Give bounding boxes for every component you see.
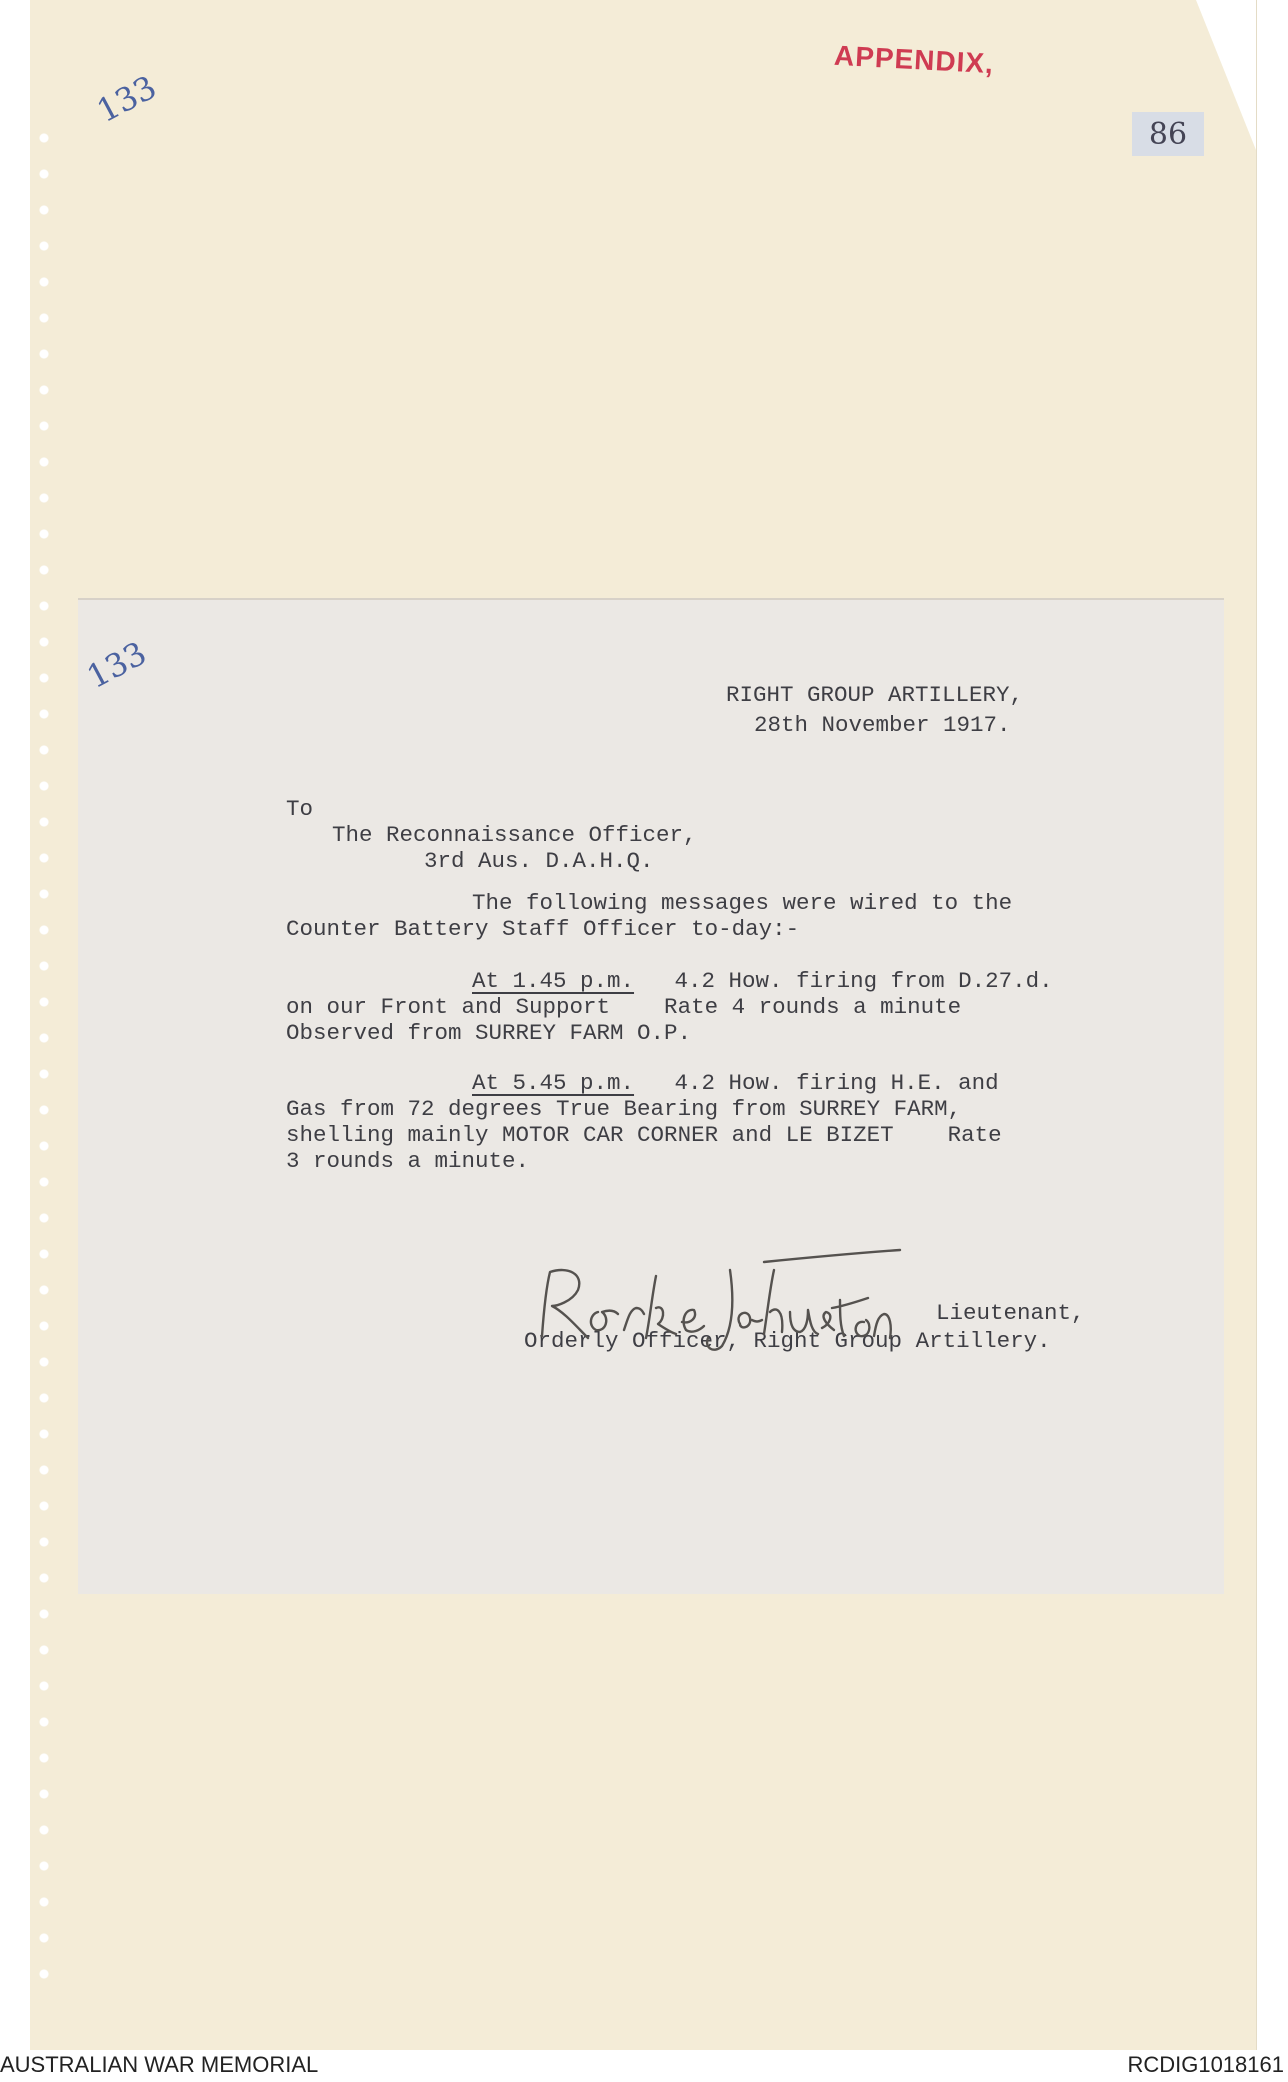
recipient-line-1: The Reconnaissance Officer, [332, 822, 697, 848]
perforated-edge [30, 120, 64, 2000]
intro-line-1: The following messages were wired to the [472, 890, 1013, 916]
footer-archive-credit: AUSTRALIAN WAR MEMORIAL [0, 2052, 319, 2077]
memo-sender: RIGHT GROUP ARTILLERY, [726, 682, 1024, 708]
to-label: To [286, 796, 314, 822]
memo-date: 28th November 1917. [754, 712, 1011, 738]
handwritten-signature [534, 1248, 904, 1358]
signatory-rank: Lieutenant, [936, 1300, 1085, 1326]
folio-number-top: 133 [90, 67, 163, 131]
message-1-time: At 1.45 p.m. [472, 968, 635, 994]
message-2-line-1 [472, 1070, 999, 1096]
footer-record-id: RCDIG1018161 [1127, 2052, 1284, 2077]
message-1-line-1 [472, 968, 1053, 994]
message-1-line-2: on our Front and Support Rate 4 rounds a minute [286, 994, 962, 1020]
page-number-label: 86 [1132, 112, 1204, 156]
torn-corner [1196, 0, 1256, 150]
appendix-stamp: APPENDIX, [833, 39, 995, 80]
recipient-line-2: 3rd Aus. D.A.H.Q. [424, 848, 654, 874]
signatory-title: Orderly Officer, Right Group Artillery. [524, 1328, 1051, 1354]
message-2-line-4: 3 rounds a minute. [286, 1148, 530, 1174]
message-1-line-3: Observed from SURREY FARM O.P. [286, 1020, 692, 1046]
message-2-time: At 5.45 p.m. [472, 1070, 635, 1096]
intro-line-2: Counter Battery Staff Officer to-day:- [286, 916, 800, 942]
message-1-line-1-rest: 4.2 How. firing from D.27.d. [674, 968, 1053, 994]
message-2-line-1-rest: 4.2 How. firing H.E. and [674, 1070, 999, 1096]
folio-number-memo: 133 [80, 633, 153, 697]
memo-paper [78, 598, 1224, 1594]
message-2-line-2: Gas from 72 degrees True Bearing from SURREY FARM, [286, 1096, 962, 1122]
message-2-line-3: shelling mainly MOTOR CAR CORNER and LE BIZET Rate [286, 1122, 1002, 1148]
